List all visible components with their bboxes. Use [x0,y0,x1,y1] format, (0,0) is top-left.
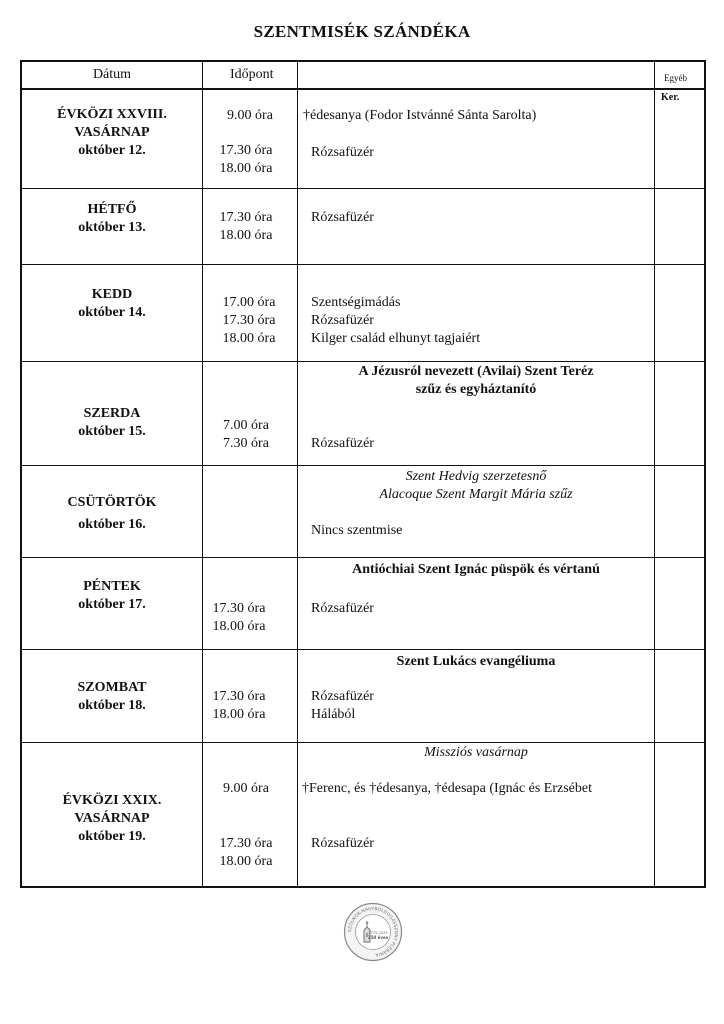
row-1-time: 9.00 óra [227,108,273,123]
column-divider [654,61,655,887]
header-time: Időpont [230,67,274,82]
seal-years: 1775-2025 [368,931,388,935]
row-7-feast: Szent Lukács evangéliuma [396,654,556,669]
row-2-day: HÉTFŐ október 13. [78,202,146,235]
row-divider [20,742,706,743]
row-4-intention: Rózsafüzér [311,436,374,451]
row-6-feast: Antióchiai Szent Ignác püspök és vértanú [352,562,600,577]
row-6-intention: Rózsafüzér [311,601,374,616]
row-divider [20,188,706,189]
row-5-feast: Szent Hedvig szerzetesnő Alacoque Szent Margit Mária szűz [379,469,573,502]
header-ker: Ker. [661,92,680,103]
header-other: Egyéb [664,73,687,83]
row-4-day: SZERDA október 15. [78,406,146,439]
row-7-intention: Rózsafüzér Hálából [311,689,374,722]
row-6-day: PÉNTEK október 17. [78,579,146,612]
row-5-day: CSÜTÖRTÖK október 16. [67,495,157,532]
row-4-feast: A Jézusról nevezett (Avilai) Szent Teréz szűz és egyháztanító [358,364,594,397]
row-4-time: 7.00 óra 7.30 óra [223,418,269,451]
row-1-intention: Rózsafüzér [311,145,374,160]
row-7-time: 17.30 óra 18.00 óra [212,689,266,722]
row-7-day: SZOMBAT október 18. [77,680,147,713]
row-divider [20,649,706,650]
row-8-time: 17.30 óra 18.00 óra [219,836,273,869]
row-1-intention: †édesanya (Fodor Istvánné Sánta Sarolta) [303,108,537,123]
header-date: Dátum [92,67,132,82]
parish-seal [343,902,403,962]
row-divider [20,361,706,362]
row-8-time: 9.00 óra [223,781,269,796]
seal-ring-text: SZOLNOK-NAGYBOLDOGASSZONY PLÉBÁNIA [347,906,399,957]
seal-anniversary: 250 éves [367,935,389,940]
row-2-time: 17.30 óra 18.00 óra [219,210,273,243]
column-divider [202,61,203,887]
row-8-intention: Rózsafüzér [311,836,374,851]
row-5-intention: Nincs szentmise [311,523,403,538]
row-8-feast: Missziós vasárnap [424,745,528,760]
row-3-time: 17.00 óra 17.30 óra 18.00 óra [222,295,276,346]
row-divider [20,557,706,558]
row-1-day: ÉVKÖZI XXVIII. VASÁRNAP október 12. [57,107,167,158]
row-divider [20,264,706,265]
row-2-intention: Rózsafüzér [311,210,374,225]
row-8-day: ÉVKÖZI XXIX. VASÁRNAP október 19. [62,793,162,844]
row-divider [20,465,706,466]
row-6-time: 17.30 óra 18.00 óra [212,601,266,634]
row-3-day: KEDD október 14. [78,287,146,320]
header-divider [20,88,706,90]
page-title: SZENTMISÉK SZÁNDÉKA [253,22,471,41]
row-1-time: 17.30 óra 18.00 óra [219,143,273,176]
row-8-intention: †Ferenc, és †édesanya, †édesapa (Ignác és Erzsébet [302,781,592,796]
row-3-intention: Szentségimádás Rózsafüzér Kilger család elhunyt tagjaiért [311,295,481,346]
